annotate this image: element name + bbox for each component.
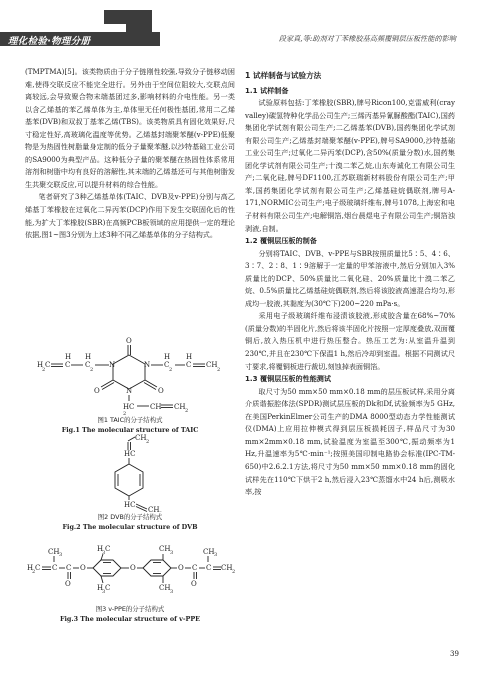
- right-paragraph-2: 分别将TAIC、DVB、v-PPE与SBR按照质量比5∶5、4∶6、3∶7、2∶8、1∶9溶解于一定量的甲苯溶液中,然后分别加入3%质量比的DCP、50%质量比二氧化硅、20%质量比十溴二苯乙烷、0.5%质量比乙烯基硅烷偶联剂,然后将该胶液高速混合均匀,形成均一胶液,其黏度为(30℃下)200~220 mPa·s。: [245, 248, 455, 308]
- right-column: [245, 66, 455, 499]
- svg-text:2: 2: [32, 569, 36, 575]
- svg-text:C: C: [105, 545, 111, 553]
- fig1-caption-cn: 图1 TAIC的分子结构式: [97, 416, 163, 424]
- svg-text:CH: CH: [148, 506, 160, 512]
- svg-text:C: C: [52, 564, 58, 572]
- svg-text:H: H: [85, 353, 92, 361]
- figure-2: [25, 432, 235, 532]
- svg-text:N: N: [144, 361, 151, 369]
- figure-1: [25, 335, 235, 435]
- taic-structure-diagram: [25, 335, 235, 415]
- journal-logo-text: 理化检验·物理分册: [8, 36, 91, 47]
- svg-text:CH: CH: [206, 361, 218, 369]
- svg-text:3: 3: [170, 589, 174, 595]
- svg-text:H: H: [27, 564, 34, 572]
- subsection-heading-1-2: 1.2 覆铜层压板的制备: [245, 236, 317, 246]
- svg-text:3: 3: [214, 552, 218, 558]
- svg-text:C: C: [206, 564, 212, 572]
- svg-text:O: O: [191, 580, 197, 588]
- svg-text:H: H: [65, 353, 72, 361]
- svg-text:C: C: [192, 564, 198, 572]
- vppe-structure-diagram: [25, 534, 235, 604]
- fig2-caption-cn: 图2 DVB的分子结构式: [97, 513, 163, 521]
- svg-text:2: 2: [232, 569, 235, 575]
- svg-text:C: C: [164, 361, 170, 369]
- svg-text:C: C: [105, 584, 111, 592]
- svg-text:2: 2: [169, 367, 173, 373]
- svg-text:O: O: [178, 564, 184, 572]
- svg-text:HC: HC: [124, 450, 136, 458]
- svg-text:2: 2: [42, 367, 46, 373]
- svg-text:CH: CH: [159, 584, 171, 592]
- svg-text:CH: CH: [159, 545, 171, 553]
- dvb-structure-diagram: [25, 432, 235, 512]
- svg-text:2: 2: [217, 367, 221, 373]
- svg-text:O: O: [126, 337, 132, 345]
- svg-text:C: C: [35, 564, 41, 572]
- svg-text:N: N: [109, 361, 116, 369]
- left-column: [25, 66, 235, 242]
- fig3-caption-cn: 图3 v-PPE的分子结构式: [95, 605, 165, 613]
- svg-text:CH: CH: [221, 564, 233, 572]
- page-number: 39: [450, 650, 459, 658]
- left-paragraph-2: 笔者研究了3种乙烯基单体(TAIC、DVB及v-PPE)分别与高乙烯基丁苯橡胶在过氧化二异丙苯(DCP)作用下发生交联固化后的性能,为扩大丁苯橡胶(SBR)在高频PCB板领域的应用提供一定的理论依据,图1~图3分别为上述3种不同乙烯基单体的分子结构式。: [25, 192, 235, 240]
- svg-text:2: 2: [146, 439, 150, 445]
- svg-text:H: H: [186, 353, 193, 361]
- svg-text:H: H: [97, 545, 104, 553]
- right-paragraph-3: 采用电子级玻璃纤维布浸渍该胶液,形成胶含量在68%~70%(质量分数)的半固化片,然后将该半固化片按照一定厚度叠放,双面覆铜后,放入热压机中进行热压整合。热压工艺为:从室温升温到230℃,并且在230℃下保温1 h,然后冷却到室温。根据不同测试尺寸要求,将覆铜板进行裁切,刻蚀掉表面铜箔。: [245, 311, 455, 371]
- svg-text:3: 3: [102, 589, 106, 595]
- running-head: 段家真,等:助剂对丁苯橡胶基高频覆铜层压板性能的影响: [278, 34, 456, 43]
- svg-text:C: C: [85, 361, 91, 369]
- svg-text:C: C: [66, 564, 72, 572]
- svg-text:2: 2: [123, 411, 127, 415]
- right-paragraph-4: 取尺寸为50 mm×50 mm×0.18 mm的层压板试样,采用分离介质谐振腔体法(SPDR)测试层压板的Dk和Df,试验频率为5 GHz,在美国PerkinElmer公司生产的DMA 8000型动态力学性能测试仪(DMA)上应用拉伸模式得到层压板损耗因子,样品尺寸为30 mm×2mm×0.18 mm,试验温度为室温至300℃,振动频率为1 Hz,升温速率为5℃·min⁻¹;按照美国印制电路协会标准(IPC-TM-650)中2.6.2.1方法,将尺寸为50 mm×50 mm×0.18 mm的固化试样先在110℃下烘干2 h,然后浸入23℃蒸馏水中24 h后,测吸水率,按: [245, 386, 455, 497]
- fig2-caption-en: Fig.2 The molecular structure of DVB: [62, 523, 198, 531]
- svg-text:O: O: [94, 387, 100, 395]
- svg-text:CH: CH: [48, 548, 60, 556]
- fig3-caption-en: Fig.3 The molecular structure of v-PPE: [59, 615, 201, 623]
- svg-text:C: C: [65, 361, 71, 369]
- svg-text:O: O: [158, 387, 164, 395]
- svg-text:H: H: [123, 403, 130, 411]
- figure-3: [25, 534, 235, 624]
- svg-text:HC: HC: [124, 501, 136, 509]
- subsection-heading-1-1: 1.1 试样制备: [245, 85, 289, 95]
- page-header: [0, 0, 480, 52]
- svg-text:C: C: [129, 403, 135, 411]
- svg-text:O: O: [80, 564, 86, 572]
- svg-text:C: C: [186, 361, 192, 369]
- svg-text:CH: CH: [174, 403, 186, 411]
- section-heading-1: 1 试样制备与试验方法: [245, 71, 322, 80]
- svg-text:H: H: [164, 353, 171, 361]
- svg-text:CH: CH: [135, 434, 147, 442]
- svg-text:N: N: [126, 387, 133, 395]
- fig1-caption-en: Fig.1 The molecular structure of TAIC: [61, 426, 199, 434]
- svg-text:CH: CH: [203, 548, 215, 556]
- svg-text:2: 2: [185, 408, 189, 414]
- svg-text:CH: CH: [150, 403, 162, 411]
- subsection-heading-1-3: 1.3 覆铜层压板的性能测试: [245, 374, 331, 384]
- svg-text:3: 3: [59, 552, 63, 558]
- svg-text:H: H: [37, 361, 44, 369]
- svg-text:O: O: [130, 564, 136, 572]
- svg-text:2: 2: [90, 367, 94, 373]
- svg-text:3: 3: [102, 550, 106, 556]
- svg-text:H: H: [97, 584, 104, 592]
- right-paragraph-1: 试验原料包括:丁苯橡胶(SBR),牌号Ricon100,克雷威利(cray valley)碳氢特种化学品公司生产;三烯丙基异氰脲酸酯(TAIC),国药集团化学试剂有限公司生产;二乙烯基苯(DVB),国药集团化学试剂有限公司生产;乙烯基封端聚苯醚(v-PPE),牌号SA9000,沙特基础工业公司生产;过氧化二异丙苯(DCP),含50%(质量分数)水,国药集团化学试剂有限公司生产;十溴二苯乙烷,山东寿诚化工有限公司生产;二氧化硅,牌号DF1100,江苏联瑞新材料股份有限公司生产;甲苯,国药集团化学试剂有限公司生产;乙烯基硅烷偶联剂,牌号A-171,NORMIC公司生产;电子级玻璃纤维布,牌号1078,上海宏和电子材料有限公司生产;电解铜箔,烟台晨煜电子有限公司生产;铜箔浊剥液,自制。: [245, 98, 455, 233]
- left-paragraph-1: (TMPTMA)[5]。该类物质由于分子链刚性较强,导致分子链移动困难,使得交联反应不能完全进行。另外由于空间位阻较大,交联点间离较远,会导致聚合物末端基团过多,影响材料的介电性能。另一类以含乙烯基的苯乙烯单体为主,单体里无任何极性基团,常用二乙烯基苯(DVB)和双叔丁基苯乙烯(TBS)。该类物质具有固化效果好,尺寸稳定性好,高玻璃化温度等优势。乙烯基封端聚苯醚(v-PPE)低聚物是为热固性树脂量身定制的低分子量聚苯醚,以沙特基础工业公司的SA9000为典型产品。这种低分子量的聚苯醚在热固性体系常用溶剂和树脂中均有良好的溶解性,其末端的乙烯基还可与其他树脂发生共聚交联反应,可以提升材料的综合性能。: [25, 67, 235, 189]
- svg-text:C: C: [45, 361, 51, 369]
- svg-text:3: 3: [170, 550, 174, 556]
- svg-text:O: O: [65, 580, 71, 588]
